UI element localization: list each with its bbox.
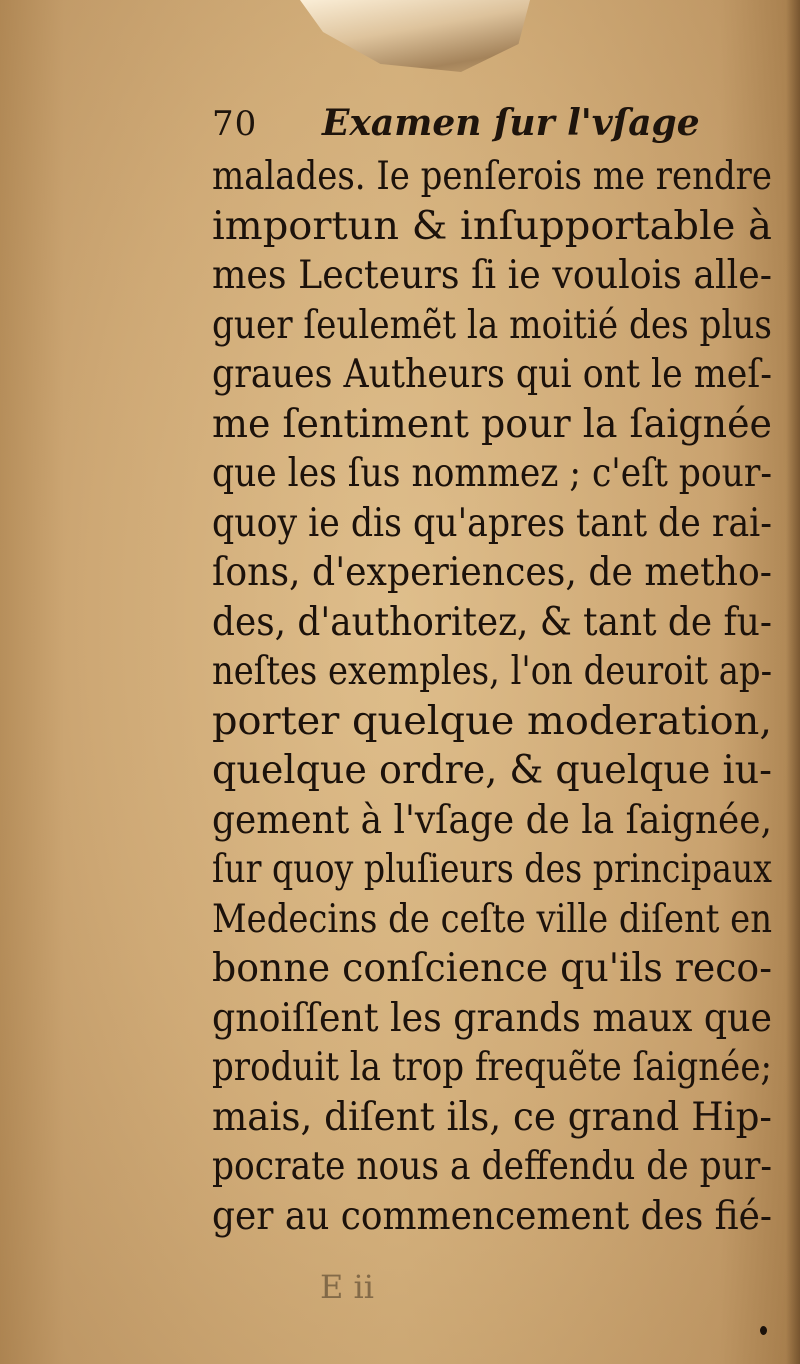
text-line: ſons, d'experiences, de metho- xyxy=(212,550,772,595)
text-line: mais, diſent ils, ce grand Hip- xyxy=(212,1094,772,1140)
text-line: des, d'authoritez, & tant de fu- xyxy=(212,599,772,645)
running-head: Examen ſur l'vſage xyxy=(322,102,700,144)
text-line: que les ſus nommez ; c'eſt pour- xyxy=(212,451,772,496)
text-line: neſtes exemples, l'on deuroit ap- xyxy=(212,649,772,694)
text-line: bonne conſcience qu'ils reco- xyxy=(212,946,772,991)
signature-mark: E ii xyxy=(320,1268,374,1306)
text-line: porter quelque moderation, xyxy=(212,698,772,744)
text-line: mes Lecteurs ſi ie voulois alle- xyxy=(212,253,772,298)
page-fold xyxy=(300,0,530,80)
text-line: Medecins de ceſte ville diſent en xyxy=(212,896,772,942)
text-line: ſur quoy pluſieurs des principaux xyxy=(212,847,772,892)
text-line: me ſentiment pour la ſaignée xyxy=(212,401,772,447)
text-line: importun & inſupportable à xyxy=(212,203,772,249)
text-line: quoy ie dis qu'apres tant de rai- xyxy=(212,500,772,546)
text-line: produit la trop frequẽte ſaignée; xyxy=(212,1045,772,1090)
text-line: quelque ordre, & quelque iu- xyxy=(212,748,772,793)
body-text xyxy=(212,152,772,1241)
ink-dot xyxy=(760,1326,767,1335)
page-edge-shadow xyxy=(786,0,800,1364)
text-line: gnoiſſent les grands maux que xyxy=(212,995,772,1041)
text-line: malades. Ie penſerois me rendre xyxy=(212,154,772,199)
text-line: graues Autheurs qui ont le meſ- xyxy=(212,352,772,397)
page-header xyxy=(212,100,772,150)
page-number: 70 xyxy=(212,104,258,144)
text-line: guer ſeulemẽt la moitié des plus xyxy=(212,302,772,348)
text-line: pocrate nous a deffendu de pur- xyxy=(212,1144,772,1189)
text-line: ger au commencement des fié- xyxy=(212,1193,772,1239)
text-line: gement à l'vſage de la ſaignée, xyxy=(212,797,772,843)
